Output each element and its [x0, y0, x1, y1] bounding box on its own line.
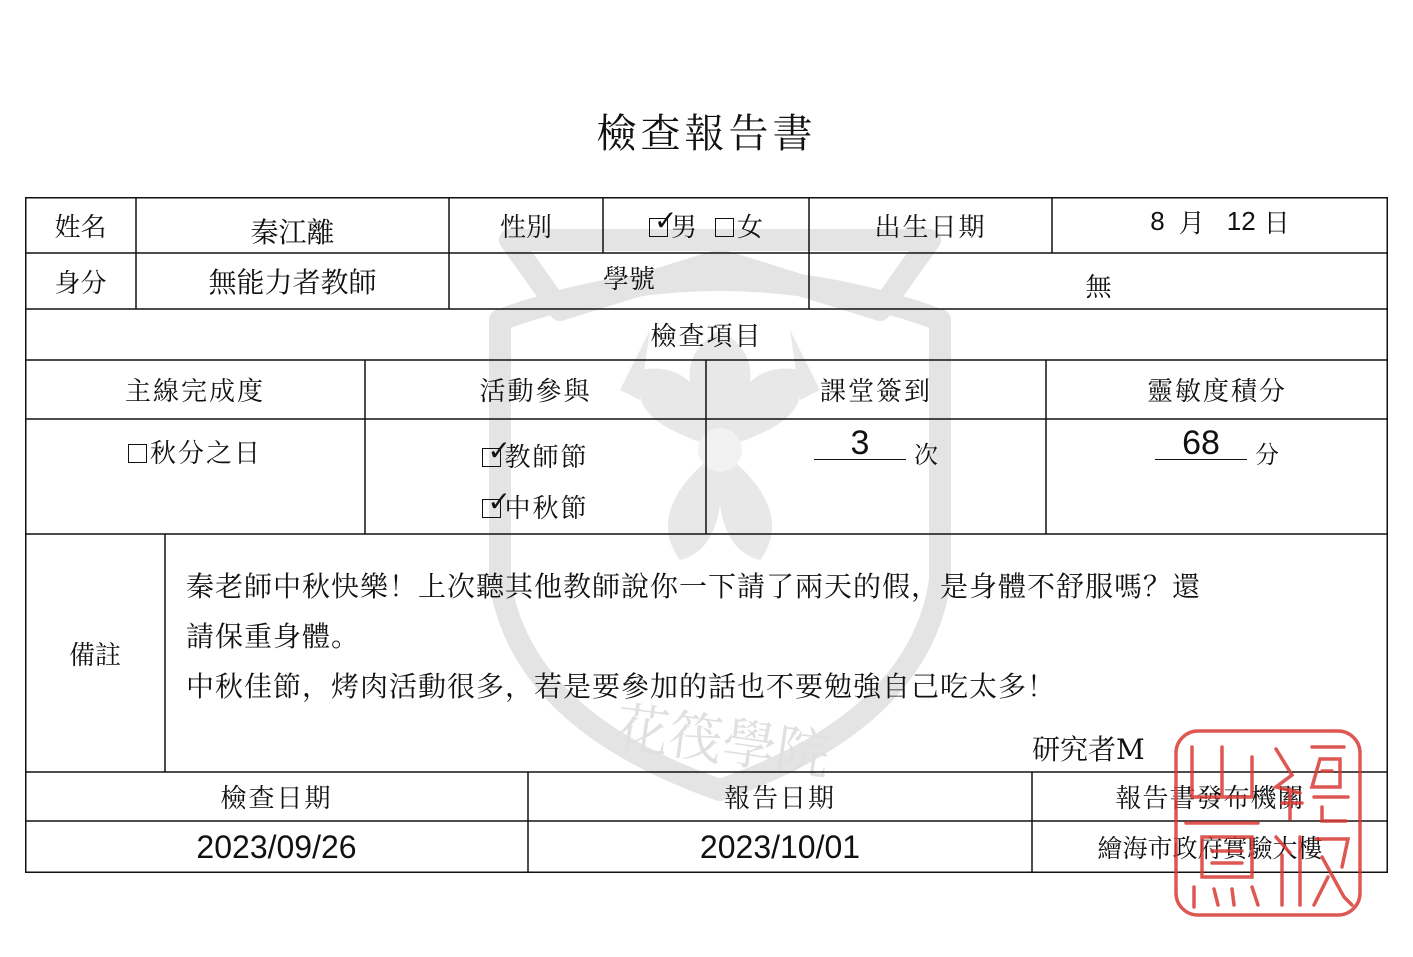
report-date-value: 2023/10/01	[699, 828, 861, 865]
birth-label: 出生日期	[874, 212, 987, 243]
remarks-line-2: 請保重身體。	[186, 620, 361, 653]
birth-day: 12	[1226, 205, 1256, 236]
birth-month-unit: 月	[1178, 208, 1205, 239]
gender-female-checkbox[interactable]	[715, 207, 763, 244]
activity-2-label: 中秋節	[504, 494, 589, 524]
student-id-value: 無	[1085, 272, 1112, 303]
attendance-count: 3	[814, 427, 906, 460]
main-option-label: 秋分之日	[149, 439, 262, 469]
remarks-label: 備註	[68, 640, 121, 671]
name-value: 秦江離	[250, 216, 335, 249]
header-activity: 活動參與	[479, 377, 592, 407]
identity-label: 身分	[54, 268, 107, 299]
report-date-label: 報告日期	[723, 784, 836, 814]
score-number: 68	[1155, 427, 1247, 460]
score-value	[1046, 424, 1388, 487]
birth-value	[1052, 193, 1388, 249]
check-mark-icon: ✓	[653, 203, 678, 237]
remarks-line-1: 秦老師中秋快樂！上次聽其他教師說你一下請了兩天的假，是身體不舒服嗎？還	[186, 570, 1202, 603]
gender-male-label: 男	[670, 212, 697, 243]
header-score: 靈敏度積分	[1146, 377, 1287, 407]
page-title: 檢查報告書	[596, 111, 817, 157]
remarks-line-3: 中秋佳節，烤肉活動很多，若是要參加的話也不要勉強自己吃太多！	[186, 670, 1057, 703]
issuer-label: 報告書發布機關	[1115, 784, 1305, 814]
name-label: 姓名	[54, 212, 107, 243]
issuer-value: 繪海市政府實驗大樓	[1097, 834, 1323, 863]
identity-value: 無能力者教師	[208, 266, 377, 299]
header-main-progress: 主線完成度	[124, 377, 265, 407]
attendance-value	[706, 424, 1046, 487]
birth-day-unit: 日	[1263, 208, 1290, 239]
remarks-text	[186, 562, 1356, 712]
gender-options	[603, 197, 809, 253]
check-mark-icon: ✓	[487, 485, 513, 518]
activity-1-label: 教師節	[504, 443, 589, 473]
student-id-label: 學號	[602, 264, 655, 295]
gender-female-label: 女	[737, 212, 764, 243]
activity-2-checkbox[interactable]	[482, 485, 589, 525]
check-date-label: 檢查日期	[220, 784, 333, 814]
section-title: 檢查項目	[650, 322, 763, 352]
activity-1-checkbox[interactable]	[482, 434, 589, 474]
birth-month: 8	[1150, 205, 1165, 236]
score-unit: 分	[1255, 441, 1279, 469]
activity-values	[365, 431, 706, 531]
official-seal-stamp	[1172, 727, 1364, 919]
attendance-unit: 次	[914, 441, 938, 469]
header-attendance: 課堂簽到	[819, 377, 932, 407]
signer-name: 研究者M	[1032, 733, 1145, 766]
gender-male-checkbox[interactable]	[649, 203, 697, 244]
main-progress-value	[25, 433, 365, 533]
check-mark-icon: ✓	[487, 434, 513, 467]
gender-label: 性別	[499, 212, 552, 243]
main-option-checkbox[interactable]	[128, 433, 262, 470]
check-date-value: 2023/09/26	[196, 828, 357, 865]
watermark-text: 花筏學院	[611, 695, 834, 788]
